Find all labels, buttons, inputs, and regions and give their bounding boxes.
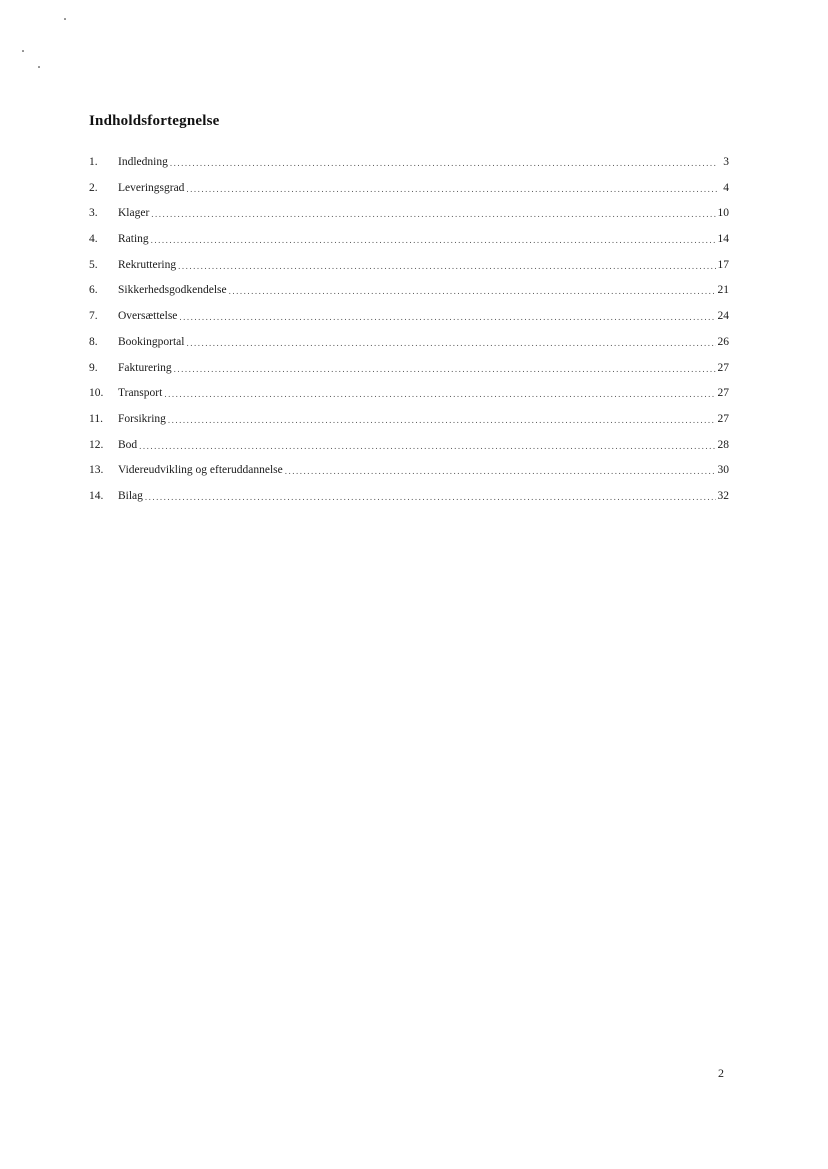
toc-entry-label: Oversættelse [118, 310, 178, 323]
toc-title: Indholdsfortegnelse [89, 113, 220, 129]
toc-entry-page: 30 [717, 464, 729, 477]
toc-entry-number: 8. [89, 335, 98, 348]
dot-leader [186, 181, 717, 197]
toc-entry-page: 14 [717, 233, 729, 246]
toc-entry[interactable] [89, 360, 729, 386]
toc-entry-number: 11. [89, 412, 103, 425]
toc-entry[interactable] [89, 437, 729, 463]
toc-entry-label: Sikkerhedsgodkendelse [118, 284, 227, 297]
dot-leader [170, 155, 717, 171]
toc-list [89, 154, 729, 514]
toc-entry-label: Rating [118, 233, 149, 246]
toc-entry-label: Rekruttering [118, 258, 177, 271]
toc-entry-page: 27 [717, 361, 729, 374]
dot-leader [164, 386, 715, 402]
toc-entry-label: Bookingportal [118, 335, 185, 348]
toc-entry-number: 7. [89, 310, 98, 323]
toc-entry-number: 3. [89, 207, 98, 220]
toc-entry-page: 32 [717, 489, 729, 502]
toc-entry-number: 1. [89, 156, 98, 168]
toc-entry-label: Indledning [118, 156, 168, 168]
toc-entry-page: 27 [717, 387, 729, 400]
page-number: 2 [718, 1066, 724, 1080]
toc-entry[interactable] [89, 154, 729, 180]
toc-entry-page: 3 [723, 156, 729, 168]
dot-leader [168, 412, 716, 428]
toc-entry-number: 4. [89, 233, 98, 246]
toc-entry-page: 4 [723, 181, 729, 194]
toc-entry-number: 10. [89, 387, 104, 400]
toc-entry-number: 13. [89, 464, 104, 477]
toc-entry-page: 17 [717, 258, 729, 271]
toc-entry-number: 9. [89, 361, 98, 374]
dot-leader [178, 258, 715, 274]
toc-entry[interactable] [89, 231, 729, 257]
toc-entry-number: 14. [89, 489, 104, 502]
scan-speck [64, 18, 66, 20]
toc-entry-label: Transport [118, 387, 163, 400]
toc-entry[interactable] [89, 205, 729, 231]
toc-entry[interactable] [89, 488, 729, 514]
toc-entry-page: 24 [717, 310, 729, 323]
toc-entry[interactable] [89, 385, 729, 411]
toc-entry-page: 10 [717, 207, 729, 220]
toc-entry[interactable] [89, 257, 729, 283]
toc-entry-page: 21 [717, 284, 729, 297]
toc-entry-label: Bod [118, 438, 138, 451]
toc-entry-label: Fakturering [118, 361, 172, 374]
toc-entry-number: 6. [89, 284, 98, 297]
toc-entry-number: 12. [89, 438, 104, 451]
dot-leader [139, 438, 715, 454]
toc-entry[interactable] [89, 334, 729, 360]
toc-entry[interactable] [89, 308, 729, 334]
dot-leader [179, 309, 715, 325]
toc-entry[interactable] [89, 411, 729, 437]
dot-leader [151, 206, 715, 222]
scan-speck [22, 50, 24, 52]
dot-leader [151, 232, 716, 248]
dot-leader [174, 361, 716, 377]
toc-entry-number: 5. [89, 258, 98, 271]
dot-leader [285, 463, 716, 479]
toc-entry[interactable] [89, 282, 729, 308]
toc-entry-page: 27 [717, 412, 729, 425]
dot-leader [186, 335, 715, 351]
toc-entry-label: Leveringsgrad [118, 181, 185, 194]
toc-entry-label: Bilag [118, 489, 143, 502]
toc-entry-number: 2. [89, 181, 98, 194]
toc-entry-label: Videreudvikling og efteruddannelse [118, 464, 283, 477]
scan-speck [38, 66, 40, 68]
toc-entry-page: 26 [717, 335, 729, 348]
dot-leader [145, 489, 716, 505]
toc-entry-label: Klager [118, 207, 150, 220]
toc-entry[interactable] [89, 180, 729, 206]
toc-entry[interactable] [89, 462, 729, 488]
toc-entry-label: Forsikring [118, 412, 166, 425]
toc-entry-page: 28 [717, 438, 729, 451]
dot-leader [229, 283, 716, 299]
